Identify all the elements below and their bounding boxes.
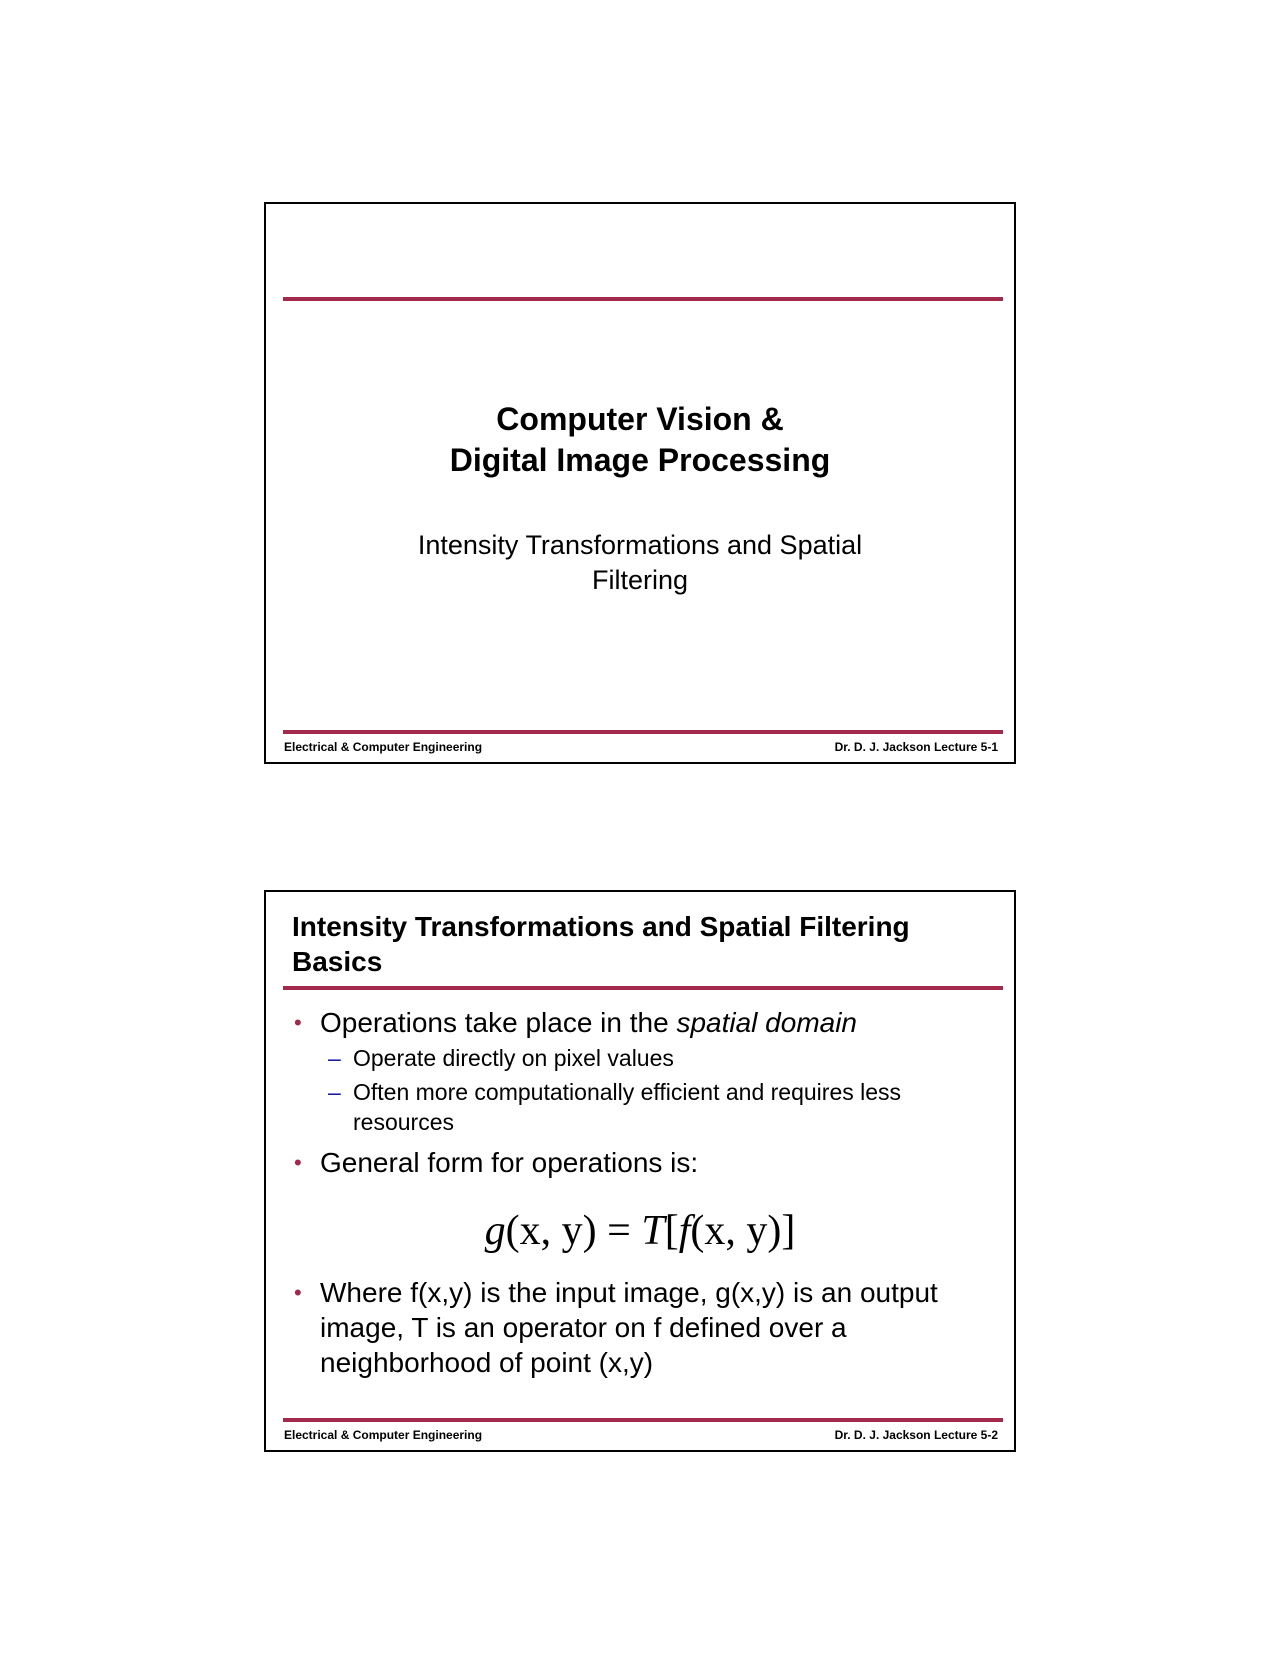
formula-close-bracket: ] — [781, 1208, 796, 1254]
sub-bullet-efficiency — [292, 1077, 992, 1137]
formula-g: g — [484, 1208, 506, 1254]
bullet-text: Operations take place in the — [320, 1007, 677, 1038]
footer-lecture: Dr. D. J. Jackson Lecture 5-1 — [834, 740, 998, 754]
slide-subtitle — [266, 528, 1014, 598]
sub-bullet-line-1: Often more computationally efficient and requires less — [353, 1079, 902, 1105]
footer-rule — [283, 730, 1003, 734]
slide-1 — [264, 202, 1016, 764]
dash-icon: – — [328, 1079, 341, 1105]
title-line-2: Basics — [292, 946, 383, 977]
footer-lecture: Dr. D. J. Jackson Lecture 5-2 — [834, 1428, 998, 1442]
bullet-icon: • — [294, 1280, 302, 1305]
footer-department: Electrical & Computer Engineering — [284, 1428, 483, 1442]
footer-department: Electrical & Computer Engineering — [284, 740, 483, 754]
bullet-icon: • — [294, 1010, 302, 1035]
bullet-list — [292, 1005, 992, 1180]
formula-lhs-args: (x, y) — [505, 1208, 597, 1254]
bullet-where — [292, 1275, 992, 1380]
bullet-emphasis: spatial domain — [676, 1007, 858, 1038]
footer-rule — [283, 1418, 1003, 1422]
bullet-spatial-domain — [292, 1005, 992, 1040]
top-rule — [283, 297, 1003, 301]
sub-bullet-text: Operate directly on pixel values — [353, 1045, 674, 1071]
bullet-where-body — [292, 1275, 992, 1380]
formula-rhs-args: (x, y) — [690, 1208, 782, 1254]
formula-f: f — [678, 1208, 691, 1254]
formula-equals: = — [596, 1208, 642, 1254]
bullet-line-3: neighborhood of point (x,y) — [320, 1347, 654, 1378]
title-line-1: Intensity Transformations and Spatial Filtering — [292, 911, 910, 942]
sub-bullet-line-2: resources — [353, 1109, 454, 1135]
formula — [266, 1206, 1014, 1256]
slide-2 — [264, 890, 1016, 1452]
bullet-line-2: image, T is an operator on f defined over a — [320, 1312, 847, 1343]
slide-title — [266, 399, 1014, 481]
sub-bullet-pixel-values — [292, 1043, 992, 1073]
slide-title — [292, 909, 992, 979]
title-line-1: Computer Vision & — [496, 401, 784, 437]
bullet-line-1: Where f(x,y) is the input image, g(x,y) is an output — [320, 1277, 938, 1308]
subtitle-line-2: Filtering — [591, 565, 689, 595]
dash-icon: – — [328, 1045, 341, 1071]
formula-T: T — [641, 1208, 665, 1254]
formula-open-bracket: [ — [664, 1208, 679, 1254]
bullet-icon: • — [294, 1150, 302, 1175]
bullet-general-form — [292, 1145, 992, 1180]
title-rule — [283, 986, 1003, 990]
subtitle-line-1: Intensity Transformations and Spatial — [417, 530, 863, 560]
title-line-2: Digital Image Processing — [449, 442, 831, 478]
bullet-text: General form for operations is: — [320, 1147, 699, 1178]
